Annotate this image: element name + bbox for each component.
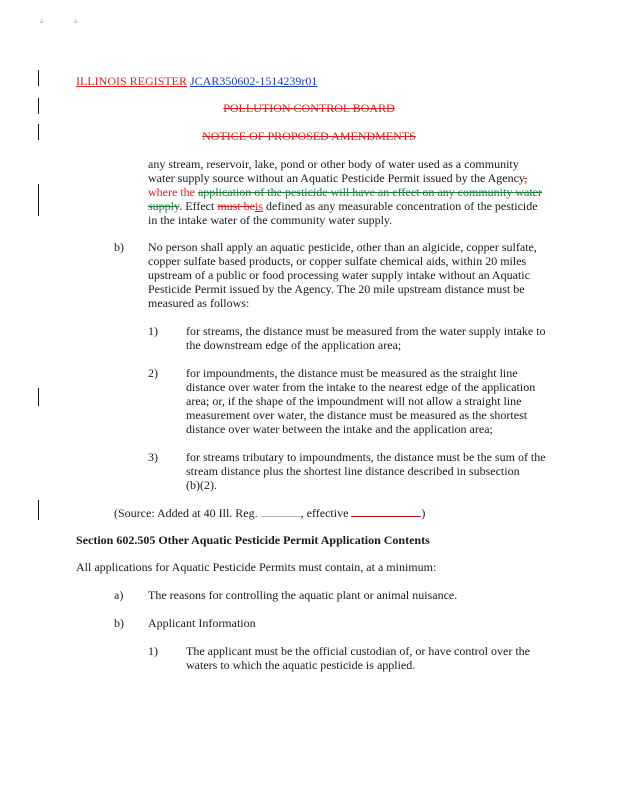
corner-mark-right: a — [74, 17, 78, 25]
continuation-paragraph — [148, 157, 548, 227]
agency-title: POLLUTION CONTROL BOARD — [223, 101, 395, 115]
text-line: (b)(2). — [186, 478, 217, 492]
change-bar — [38, 388, 39, 406]
text-line: for streams, the distance must be measured from the water supply intake to — [186, 324, 546, 338]
notice-title: NOTICE OF PROPOSED AMENDMENTS — [202, 129, 416, 143]
text-line: measured as follows: — [148, 296, 250, 310]
text-line: No person shall apply an aquatic pesticide, other than an algicide, copper sulfate, — [148, 240, 537, 254]
section-sub-1-label: 1) — [148, 644, 158, 658]
text-line: for streams tributary to impoundments, the distance must be the sum of the — [186, 450, 546, 464]
register-line — [76, 74, 317, 88]
change-bar — [38, 500, 39, 520]
blank-field — [351, 516, 421, 517]
section-item-a-label: a) — [114, 588, 124, 602]
sub-1-paragraph — [186, 324, 556, 352]
sub-1-label: 1) — [148, 324, 158, 338]
inserted-text: is — [255, 199, 264, 213]
text-line: any stream, reservoir, lake, pond or other body of water used as a community — [148, 157, 519, 171]
text-line: upstream of a public or food processing water supply intake without an Aquatic — [148, 268, 530, 282]
text-line — [186, 394, 556, 408]
source-text: , effective — [300, 506, 352, 520]
section-item-b-text: Applicant Information — [148, 616, 256, 630]
section-item-b-label: b) — [114, 616, 124, 630]
inserted-text: where the — [148, 185, 198, 199]
deleted-text: , — [524, 171, 528, 185]
change-bar — [38, 184, 39, 216]
text-span: ; or, if the shape of the impoundment will not allow a straight line — [205, 394, 522, 408]
text-line: in the intake water of the community water supply. — [148, 213, 393, 227]
text-span: . Effect — [179, 199, 218, 213]
text-line: for impoundments, the distance must be measured as the straight line — [186, 366, 518, 380]
text-line: measurement over water, the distance must be measured as the shortest — [186, 408, 528, 422]
text-line — [148, 171, 548, 185]
text-span: area — [186, 394, 206, 408]
sub-2-label: 2) — [148, 366, 158, 380]
sub-3-label: 3) — [148, 450, 158, 464]
text-line: stream distance plus the shortest line distance described in subsection — [186, 464, 520, 478]
text-line: distance over water from the intake to the nearest edge of the application — [186, 380, 536, 394]
text-line: distance over water between the intake and the application area; — [186, 422, 493, 436]
change-bar — [38, 70, 39, 86]
item-b-label: b) — [114, 240, 124, 254]
deleted-text: application of the pesticide will have an effect on any community water — [197, 185, 542, 199]
text-line: The applicant must be the official custodian of, or have control over the — [186, 644, 530, 658]
section-item-a-text: The reasons for controlling the aquatic plant or animal nuisance. — [148, 588, 458, 602]
text-span: defined as any measurable concentration of the pesticide — [263, 199, 538, 213]
text-line: waters to which the aquatic pesticide is applied. — [186, 658, 416, 672]
blank-field — [261, 516, 301, 517]
text-line — [148, 199, 548, 213]
text-line: Pesticide Permit issued by the Agency. The 20 mile upstream distance must be — [148, 282, 525, 296]
section-intro: All applications for Aquatic Pesticide Permits must contain, at a minimum: — [76, 560, 437, 574]
register-code: JCAR350602-1514239r01 — [190, 74, 318, 88]
text-line: copper sulfate based products, or copper sulfate chemical aids, within 20 miles — [148, 254, 527, 268]
source-note — [114, 506, 425, 520]
register-prefix: ILLINOIS REGISTER — [76, 74, 187, 88]
text-line: the downstream edge of the application area; — [186, 338, 402, 352]
corner-mark-left: a — [40, 17, 44, 25]
deleted-text: supply — [148, 199, 180, 213]
section-title: Section 602.505 Other Aquatic Pesticide Permit Application Contents — [76, 533, 430, 547]
sub-2-paragraph — [186, 366, 556, 436]
section-sub-1-paragraph — [186, 644, 556, 672]
text-span: water supply source without an Aquatic Pesticide Permit issued by the Agency — [148, 171, 525, 185]
sub-3-paragraph — [186, 450, 556, 492]
source-text: (Source: Added at 40 Ill. Reg. — [114, 506, 261, 520]
deleted-text: must be — [217, 199, 255, 213]
item-b-paragraph — [148, 240, 553, 310]
text-line — [148, 185, 548, 199]
source-text: ) — [421, 506, 426, 520]
